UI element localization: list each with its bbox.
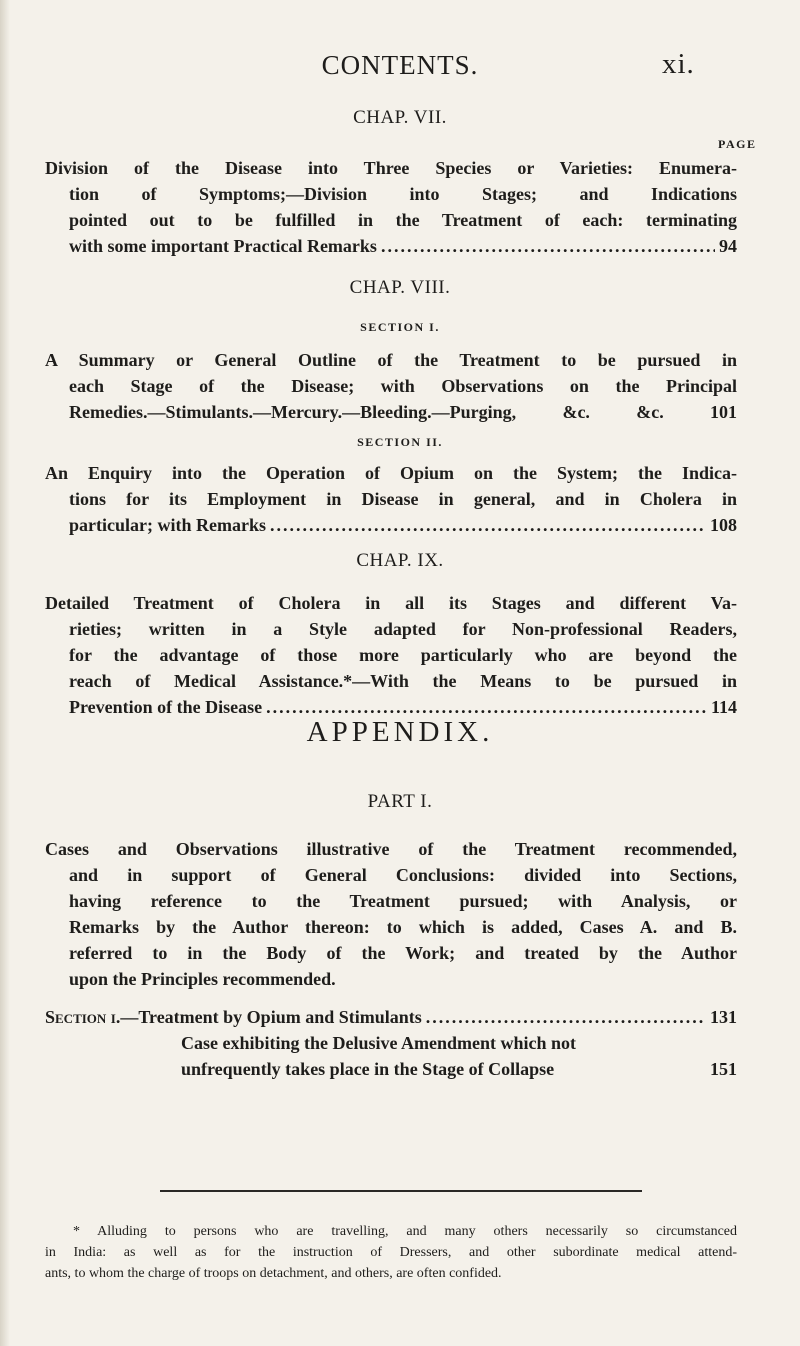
entry-line: referred to in the Body of the Work; and treated by the Author (69, 943, 737, 963)
entry-line: Case exhibiting the Delusive Amendment which not (181, 1033, 577, 1053)
entry-last-line (45, 1004, 737, 1030)
toc-entry-appendix-part1[interactable] (45, 836, 737, 992)
running-header (0, 48, 800, 88)
section-heading-2: SECTION II. (357, 435, 443, 449)
entry-line: tion of Symptoms;—Division into Stages; and Indications (69, 184, 737, 204)
footnote-rule (160, 1190, 642, 1192)
appendix-title: APPENDIX. (306, 716, 494, 748)
entry-line: for the advantage of those more particularly who are beyond the (69, 645, 737, 665)
footnote (45, 1221, 737, 1284)
toc-entry-appendix-section1[interactable] (45, 1004, 737, 1030)
entry-page-number: 94 (719, 236, 737, 256)
chapter-heading-8: CHAP. VIII. (349, 277, 451, 298)
toc-entry-chap8-section1[interactable] (45, 347, 737, 425)
footnote-line: * Alluding to persons who are travelling, and many others necessarily so circumstanced (73, 1224, 737, 1239)
entry-line: upon the Principles recommended. (69, 969, 336, 989)
page-column-label: PAGE (718, 137, 757, 151)
entry-last-line (45, 233, 737, 259)
entry-line: Detailed Treatment of Cholera in all its Stages and different Va- (45, 593, 737, 613)
entry-line-text: particular; with Remarks (69, 515, 266, 535)
chapter-heading-9: CHAP. IX. (356, 550, 444, 571)
entry-line-text: unfrequently takes place in the Stage of Collapse (181, 1059, 555, 1079)
entry-line: reach of Medical Assistance.*—With the Means to be pursued in (69, 671, 737, 691)
part-title: PART I. (367, 791, 433, 812)
entry-line: pointed out to be fulfilled in the Treatment of each: terminating (69, 210, 737, 230)
section-heading-1: SECTION I. (360, 320, 440, 334)
entry-line: Remedies.—Stimulants.—Mercury.—Bleeding.—Purging, &c. &c. 101 (69, 402, 737, 422)
footnote-line: ants, to whom the charge of troops on detachment, and others, are often confided. (45, 1266, 502, 1281)
page-edge-shadow (0, 0, 10, 1346)
toc-entry-chap8-section2[interactable] (45, 460, 737, 538)
header-page-number: xi. (662, 48, 695, 80)
dot-leader (381, 233, 715, 259)
entry-line-text: —Treatment by Opium and Stimulants (120, 1007, 422, 1027)
entry-page-number: 114 (710, 697, 737, 717)
entry-line: Remarks by the Author thereon: to which is added, Cases A. and B. (69, 917, 737, 937)
chapter-heading-7: CHAP. VII. (353, 107, 447, 128)
entry-line: Division of the Disease into Three Species or Varieties: Enumera- (45, 158, 737, 178)
entry-line: having reference to the Treatment pursued; with Analysis, or (69, 891, 737, 911)
toc-entry-chap7[interactable] (45, 155, 737, 259)
entry-line: rieties; written in a Style adapted for Non-professional Readers, (69, 619, 737, 639)
entry-line: An Enquiry into the Operation of Opium on the System; the Indica- (45, 463, 737, 483)
entry-line: A Summary or General Outline of the Treatment to be pursued in (45, 350, 737, 370)
entry-line: Cases and Observations illustrative of the Treatment recommended, (45, 839, 737, 859)
entry-line: tions for its Employment in Disease in general, and in Cholera in (69, 489, 737, 509)
entry-line-text: Prevention of the Disease (69, 697, 263, 717)
entry-page-number: 151 (710, 1059, 737, 1079)
entry-last-line (45, 1056, 737, 1082)
entry-line: each Stage of the Disease; with Observations on the Principal (69, 376, 737, 396)
toc-entry-chap9[interactable] (45, 590, 737, 720)
entry-line-text: with some important Practical Remarks (69, 236, 377, 256)
entry-last-line (45, 512, 737, 538)
entry-page-number: 131 (710, 1007, 737, 1027)
header-title: CONTENTS. (321, 50, 479, 80)
section-label: Section i. (45, 1007, 121, 1027)
dot-leader (426, 1004, 706, 1030)
entry-page-number: 108 (710, 515, 737, 535)
footnote-line: in India: as well as for the instruction of Dressers, and other subordinate medical attend- (45, 1245, 737, 1260)
toc-entry-appendix-case[interactable] (45, 1030, 737, 1082)
dot-leader (270, 512, 706, 538)
entry-line: and in support of General Conclusions: divided into Sections, (69, 865, 737, 885)
